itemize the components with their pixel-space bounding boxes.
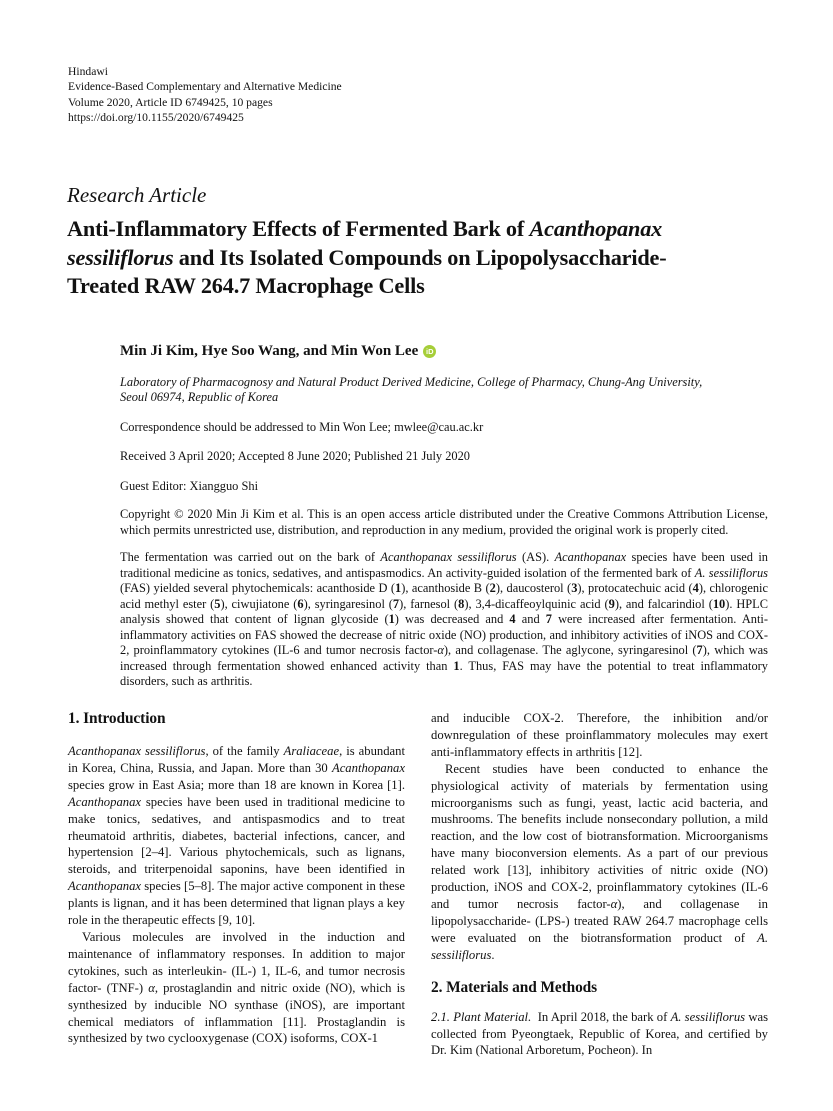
section-heading-introduction: 1. Introduction bbox=[68, 710, 166, 727]
author-names: Min Ji Kim, Hye Soo Wang, and Min Won Lee bbox=[120, 343, 419, 359]
journal-name: Evidence-Based Complementary and Alternative Medicine bbox=[68, 80, 342, 94]
volume-line: Volume 2020, Article ID 6749425, 10 pages bbox=[68, 95, 273, 109]
article-type-label: Research Article bbox=[67, 183, 207, 207]
email-link[interactable]: mwlee@cau.ac.kr bbox=[394, 419, 484, 434]
section-heading-methods: 2. Materials and Methods bbox=[431, 978, 598, 996]
intro-paragraph-1: Acanthopanax sessiliflorus, of the family Araliaceae, is abundant in Korea, China, Russia, and Japan. More than 30 Acanthopanax species grow in East Asia; more than 18 are known in Korea [1]. Acanthopanax species have been used in traditional medicine to make tonics, sedatives, and antispasmodics and to treat rheumatoid arthritis, diabetes, bacterial infections, cancer, and hypertension [2–4]. Various phytochemicals, such as lignans, steroids, and triterpenoidal saponins, have been identified in Acanthopanax species [5–8]. The major active component in these plants is lignan, and it has been determined that lignan plays a key role in the therapeutic effects [9, 10]. bbox=[68, 744, 405, 928]
intro-paragraph-2: Various molecules are involved in the induction and maintenance of inflammatory responses. In addition to major cytokines, such as interleukin- (IL-) 1, IL-6, and tumor necrosis factor- (TNF-) α, prostaglandin and nitric oxide (NO), which is synthesized by inducible NO synthase (iNOS), are important chemical mediators of inflammation [11]. Prostaglandin is synthesized by two cyclooxygenase (COX) isoforms, COX-1 bbox=[68, 929, 406, 1046]
article-body bbox=[68, 710, 768, 1059]
orcid-icon[interactable]: iD bbox=[423, 345, 436, 358]
correspondence-text: Correspondence should be addressed to Min Won Lee; bbox=[120, 419, 395, 434]
abstract-text: The fermentation was carried out on the bark of Acanthopanax sessiliflorus (AS). Acanthopanax species have been used in traditional medicine as tonics, sedatives, and antispasmodics. An activity-guided isolation of the fermented bark of A. sessiliflorus (FAS) yielded several phytochemicals: acanthoside D (1), acanthoside B (2), daucosterol (3), protocatechuic acid (4), chlorogenic acid methyl ester (5), ciwujiatone (6), syringaresinol (7), farnesol (8), 3,4-dicaffeoylquinic acid (9), and falcarindiol (10). HPLC analysis showed that content of lignan glycoside (1) was decreased and 4 and 7 were increased after fermentation. Anti-inflammatory activities on FAS showed the decrease of nitric oxide (NO) production, and inhibitory activities of iNOS and COX-2, proinflammatory cytokines (IL-6 and tumor necrosis factor-α), and collagenase. The aglycone, syringaresinol (7), which was increased through fermentation showed enhanced activity than 1. Thus, FAS may have the potential to treat inflammatory disorders, such as arthritis. bbox=[120, 550, 769, 688]
doi-link[interactable]: https://doi.org/10.1155/2020/6749425 bbox=[68, 111, 244, 125]
intro-paragraph-3: and inducible COX-2. Therefore, the inhibition and/or downregulation of these proinflammatory molecules may exert anti-inflammatory effects in arthritis [12]. bbox=[431, 711, 768, 759]
intro-paragraph-4: Recent studies have been conducted to enhance the physiological activity of materials by fermentation using microorganisms such as fungi, yeast, lactic acid bacteria, and mushrooms. The benefits include nonsecondary pollution, a mild reaction, and the low cost of biotransformation. Microorganisms have many bioconversion elements. As a part of our previous related work [13], inhibitory activities of nitric oxide (NO) production, iNOS and COX-2, proinflammatory cytokines (IL-6 and tumor necrosis factor-α), and collagenase in lipopolysaccharide- (LPS-) treated RAW 264.7 macrophage cells were evaluated on the biotransformation product of A. sessiliflorus. bbox=[431, 761, 768, 962]
front-matter bbox=[120, 344, 768, 690]
correspondence-line bbox=[120, 420, 768, 436]
article-history: Received 3 April 2020; Accepted 8 June 2020; Published 21 July 2020 bbox=[120, 449, 470, 463]
methods-paragraph-1: 2.1. Plant Material. In April 2018, the bark of A. sessiliflorus was collected from Pyeongtaek, Republic of Korea, and certified by Dr. Kim (National Arboretum, Pocheon). In bbox=[431, 1009, 768, 1058]
left-column bbox=[68, 710, 405, 1059]
article-title: Anti-Inflammatory Effects of Fermented Bark of Acanthopanax sessiliflorus and Its Isolated Compounds on Lipopolysaccharide- Treated RAW 264.7 Macrophage Cells bbox=[67, 216, 667, 299]
right-column bbox=[431, 710, 768, 1059]
authors-line bbox=[120, 344, 768, 360]
journal-header bbox=[68, 64, 342, 126]
publisher-name: Hindawi bbox=[68, 65, 108, 78]
copyright-notice: Copyright © 2020 Min Ji Kim et al. This is an open access article distributed under the Creative Commons Attribution License, which permits unrestricted use, distribution, and reproduction in any medium, provided the original work is properly cited. bbox=[120, 507, 768, 537]
affiliation: Laboratory of Pharmacognosy and Natural Product Derived Medicine, College of Pharmacy, Chung-Ang University, Seoul 06974, Republic of Korea bbox=[120, 374, 703, 404]
guest-editor-line: Guest Editor: Xiangguo Shi bbox=[120, 478, 259, 493]
